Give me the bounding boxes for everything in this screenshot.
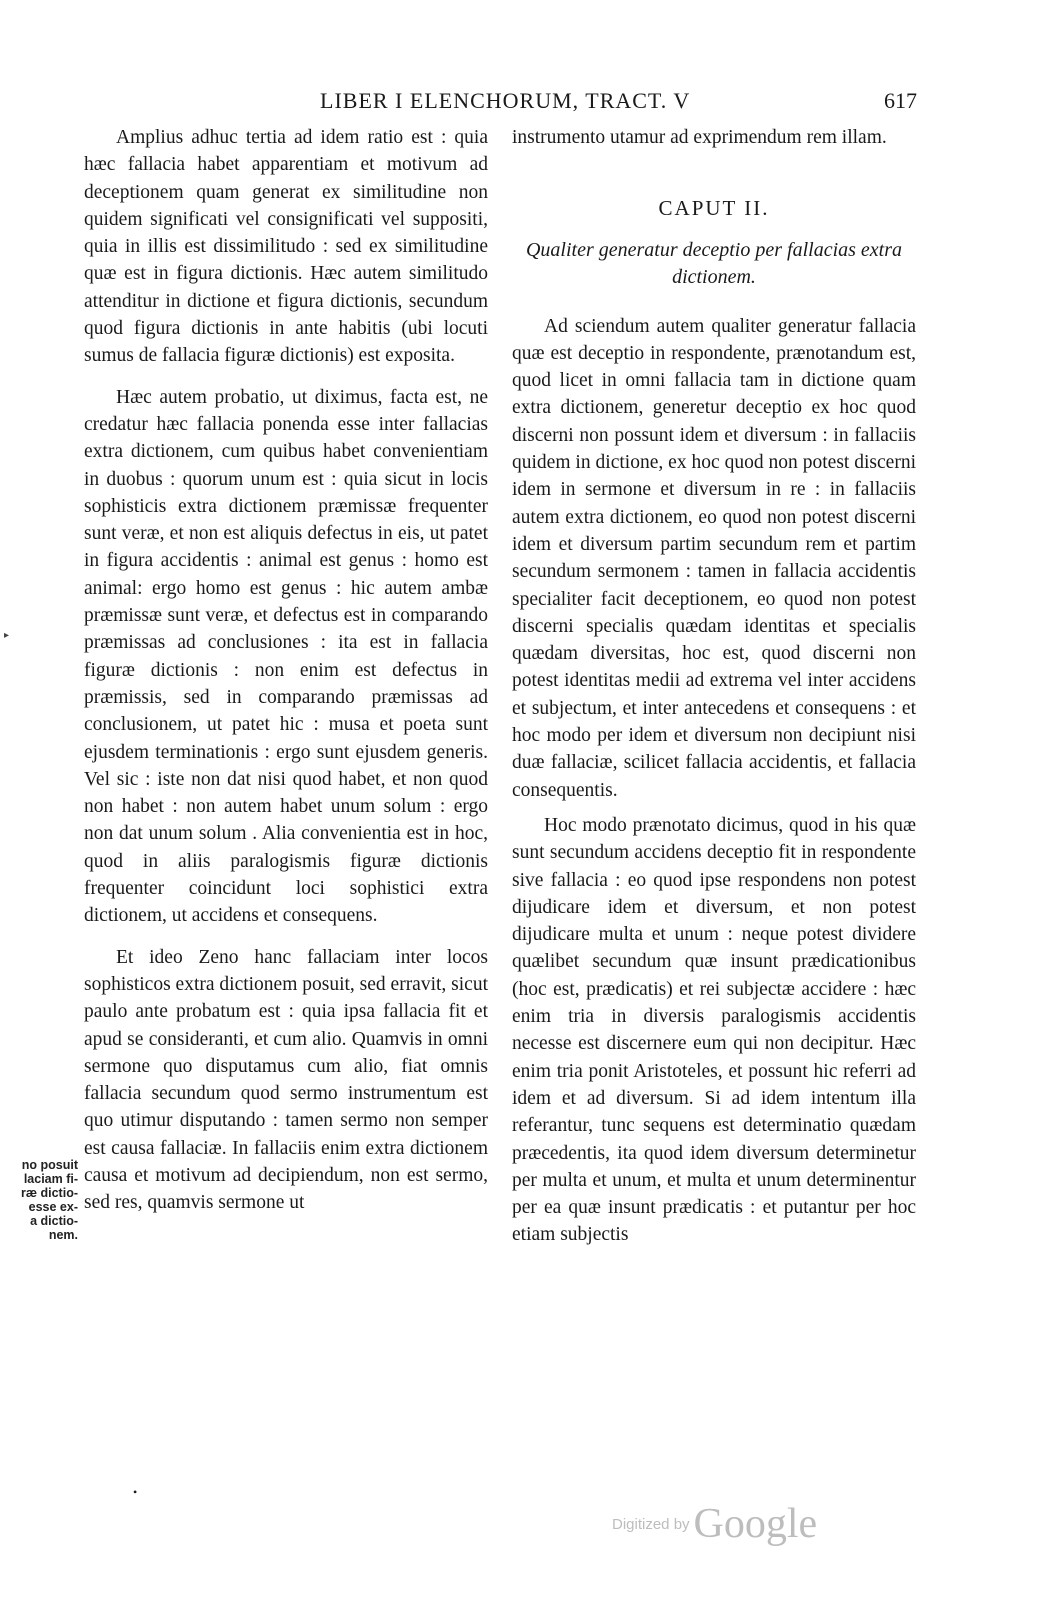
left-column (84, 124, 488, 1217)
digitized-watermark (612, 1500, 817, 1548)
margin-note (0, 1158, 78, 1242)
stray-dot-mark: • (133, 1485, 138, 1499)
continued-paragraph: instrumento utamur ad exprimendum rem illam. (512, 127, 887, 148)
paragraph: Hæc autem probatio, ut diximus, facta est, ne credatur hæc fallacia ponenda esse inter fallacias extra dictionem, cum quibus habet convenientiam in duobus : quorum unum est : quia sicut in locis sophisticis extra dictionem præmissæ frequenter sunt veræ, et non est aliquis defectus in eis, ut patet in figura accidentis : animal est genus : homo est animal: ergo homo est genus : hic autem ambæ præmissæ sunt veræ, et defectus est in comparando præmissas ad conclusiones : ita est in fallacia figuræ dictionis : non enim est defectus in præmissis, sed in comparando præmissas ad conclusionem, ut patet hic : musa et poeta sunt ejusdem terminationis : ergo sunt ejusdem generis. Vel sic : iste non dat nisi quod habet, et non quod non habet : non autem habet unum solum : ergo non dat unum solum . Alia convenientia est in hoc, quod in aliis paralogismis figuræ dictionis frequenter coincidunt loci sophistici extra dictionem, ut accidens et consequens. (84, 386, 488, 927)
google-logo: Google (693, 1501, 818, 1547)
paragraph: Amplius adhuc tertia ad idem ratio est : quia hæc fallacia habet apparentiam et motivum ad deceptionem quam generat ex similitudine non quidem significati vel consignificati vel suppositi, quia in illis est dissimilitudo : sed ex similitudine quæ est in figura dictionis. Hæc autem similitudo attenditur in dictione et figura dictionis, secundum quod figura dictionis in ante habitis (ubi locuti sumus de fallacia figuræ dictionis) est exposita. (84, 127, 488, 367)
page-number: 617 (884, 88, 917, 113)
margin-note-line: a dictio- (30, 1214, 78, 1228)
paragraph: Hoc modo prænotato dicimus, quod in his quæ sunt secundum accidens deceptio fit in respondente sive fallacia : eo quod ipse respondens non potest dijudicare idem et diversum, et non potest dijudicare multa et unum : neque potest dividere quælibet secundum quæ insunt prædicationibus (hoc est, prædicatis) et rei subjectæ accidere : hæc enim tria in diversis paralogismis accidentis necesse est discernere eum qui non decipitur. Hæc enim tria ponit Aristoteles, et possunt hic referri ad idem et ad diversum. Si ad idem intentum illa referantur, tunc sequens est determinatio quædam præcedentis, ita quod idem diversum determinetur per multa et unum, et multa et unum determinentur per ea quæ insunt prædicatis : et putantur per hoc etiam subjectis (512, 814, 916, 1246)
margin-arrow-mark: ▸ (4, 630, 10, 641)
right-column (512, 124, 916, 1249)
running-title: LIBER I ELENCHORUM, TRACT. V (320, 88, 691, 113)
page-header (0, 88, 1042, 116)
paragraph: Ad sciendum autem qualiter generatur fallacia quæ est deceptio in respondente, prænotandum est, quod licet in omni fallacia tam in dictione quam extra dictionem, generetur deceptio ex hoc quod discerni non possunt idem et diversum : in fallaciis quidem in dictione, ex hoc quod non potest discerni idem in sermone et diversum in re : in fallaciis autem extra dictionem, eo quod non potest discerni idem et diversum partim secundum rem et partim secundum sermonem : tamen in fallacia accidentis specialiter facit deceptionem, eo quod non potest discerni specialis quædam identitas et specialis quædam diversitas, hoc est, quod discerni non potest identitas medii ad extrema vel inter accidens et subjectum, et inter antecedens et consequens : et hoc modo per idem et diversum non decipiunt nisi duæ fallaciæ, scilicet fallacia accidentis, et fallacia consequentis. (512, 315, 916, 801)
watermark-prefix: Digitized by (612, 1516, 690, 1533)
margin-note-line: esse ex- (28, 1200, 78, 1214)
chapter-subtitle: Qualiter generatur deceptio per fallacias extra dictionem. (525, 238, 903, 288)
margin-note-line: no posuit (21, 1158, 78, 1172)
chapter-title: CAPUT II. (658, 196, 770, 221)
margin-note-line: ræ dictio- (21, 1186, 78, 1200)
margin-note-line: laciam fi- (23, 1172, 78, 1186)
margin-note-line: nem. (48, 1228, 78, 1242)
paragraph: Et ideo Zeno hanc fallaciam inter locos sophisticos extra dictionem posuit, sed erravit, sicut paulo ante probatum est : quia ipsa fallacia fit et apud se consideranti, et cum alio. Quamvis in omni sermone quo disputamus cum alio, fiat omnis fallacia secundum quod sermo instrumentum est quo utimur disputando : tamen sermo non semper est causa fallaciæ. In fallaciis enim extra dictionem causa et motivum ad decipiendum, non est sermo, sed res, quamvis sermone ut (84, 946, 489, 1214)
